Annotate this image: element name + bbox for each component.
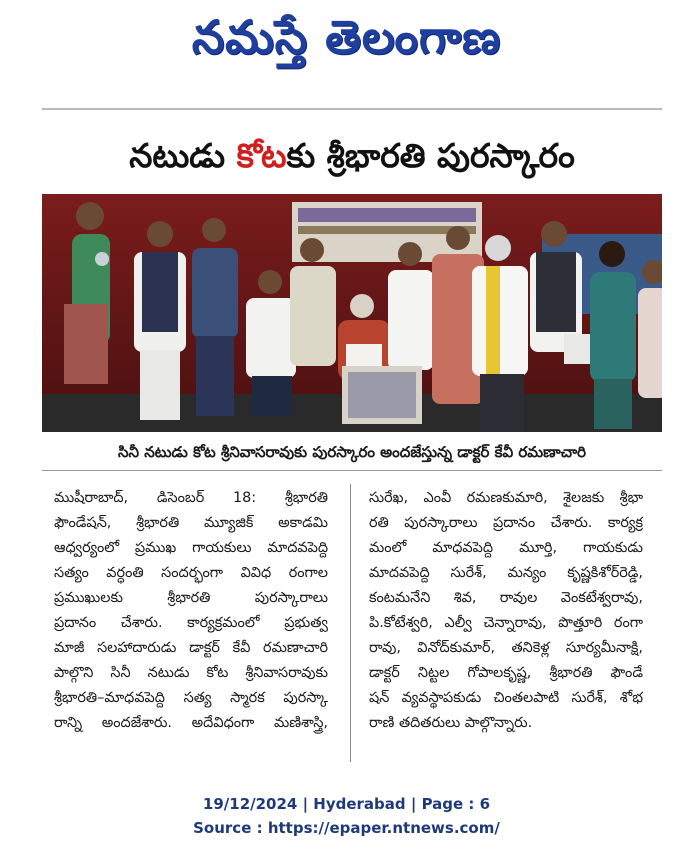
article-column-right xyxy=(369,486,643,736)
masthead-title: నమస్తే తెలంగాణ xyxy=(191,10,502,64)
article-line: ఫౌండేషన్, శ్రీభారతి మ్యూజిక్ అకాడమి xyxy=(54,515,328,531)
column-divider xyxy=(350,484,351,762)
headline-highlight: కోట xyxy=(236,136,287,175)
article-line: సురేఖ, ఎంవీ రమణకుమారి, శైలజకు శ్రీభా xyxy=(369,490,643,506)
article-column-left xyxy=(54,486,328,736)
photo-caption: సినీ నటుడు కోట శ్రీనివాసరావుకు పురస్కారం అందజేస్తున్న డాక్టర్ కేవీ రమణాచారి xyxy=(42,434,662,471)
article-line: రావు, వినోద్‌కుమార్, తనికెళ్ల సూర్యమీనాక్షి, xyxy=(369,640,643,656)
article-line: డాక్టర్ నిట్టల గోపాలకృష్ణ, శ్రీభారతి ఫౌండే xyxy=(369,665,643,681)
article-line: శ్రీభారతి–మాధవపెద్ది సత్య స్మారక పురస్కా xyxy=(54,690,328,706)
article-line: మంలో మాధవపెద్ది మూర్తి, గాయకుడు xyxy=(369,540,643,556)
article-line: పాల్గొని సినీ నటుడు కోట శ్రీనివాసరావుకు xyxy=(54,665,328,681)
article-line: పి.కోటేశ్వరి, ఎల్వీ చెన్నారావు, పొత్తూరి రంగా xyxy=(369,615,643,631)
article-line: మాజీ సలహాదారుడు డాక్టర్ కేవీ రమణాచారి xyxy=(54,640,328,656)
headline-part-1: నటుడు xyxy=(129,136,237,175)
article-line: షన్ వ్యవస్థాపకుడు చింతలపాటి సురేశ్, శోభ xyxy=(369,690,643,706)
article-line: ముషీరాబాద్, డిసెంబర్ 18: శ్రీభారతి xyxy=(54,490,328,506)
top-divider xyxy=(42,108,662,110)
footer-source-link[interactable]: Source : https://epaper.ntnews.com/ xyxy=(193,819,500,837)
article-line: సత్యం వర్ధంతి సందర్భంగా వివిధ రంగాల xyxy=(54,565,328,581)
headline-part-2: కు శ్రీభారతి పురస్కారం xyxy=(286,136,575,175)
article-headline xyxy=(42,124,662,188)
footer-date-edition: 19/12/2024 | Hyderabad | Page : 6 xyxy=(202,795,491,813)
article-line: మాదవపెద్ది సురేశ్, మన్యం కృష్ణకిశోర్‌రెడ్డి, xyxy=(369,565,643,581)
article-line: రతి పురస్కారాలు ప్రదానం చేశారు. కార్యక్ర xyxy=(369,515,643,531)
news-photo xyxy=(42,194,662,432)
article-line: కంటమనేని శివ, రావుల వెంకటేశ్వరావు, xyxy=(369,590,643,606)
article-line: ఆధ్వర్యంలో ప్రముఖ గాయకులు మాదవపెద్ది xyxy=(54,540,328,556)
article-line: రాణి తదితరులు పాల్గొన్నారు. xyxy=(369,715,533,731)
article-line: ప్రదానం చేశారు. కార్యక్రమంలో ప్రభుత్వ xyxy=(54,615,328,631)
article-line: రాన్ని అందజేశారు. అదేవిధంగా మణిశాస్త్రి, xyxy=(54,715,328,731)
article-line: ప్రముఖులకు శ్రీభారతి పురస్కారాలు xyxy=(54,590,328,606)
